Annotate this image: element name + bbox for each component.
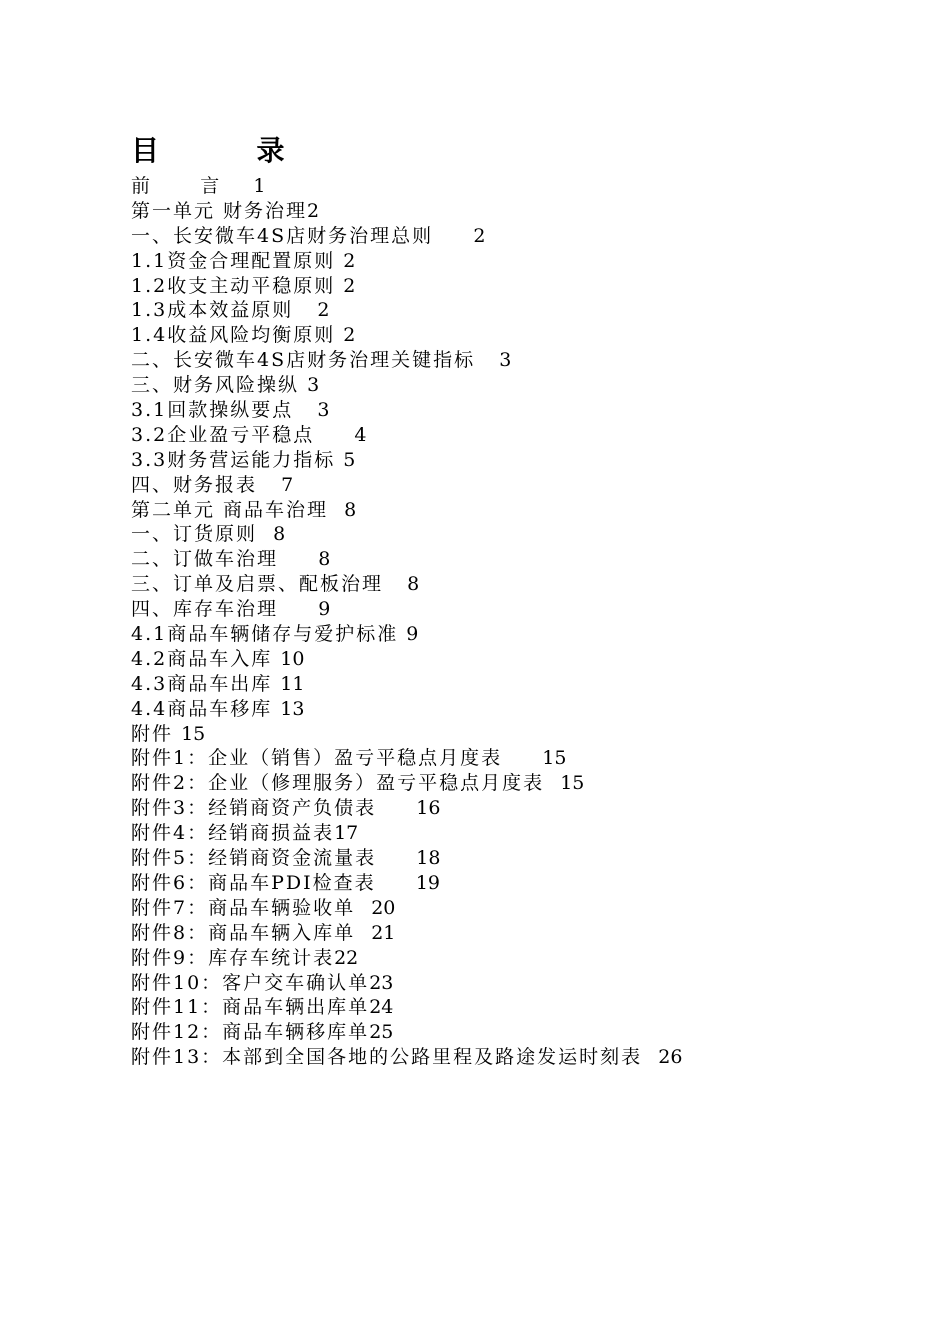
toc-entry-text: 1.2收支主动平稳原则 — [131, 274, 336, 297]
toc-entry-text: 附件2：企业（修理服务）盈亏平稳点月度表 — [131, 772, 545, 795]
toc-entry[interactable] — [131, 298, 682, 323]
toc-entry-page: 2 — [343, 274, 356, 297]
toc-entry[interactable] — [131, 373, 682, 398]
toc-entry-page: 21 — [371, 921, 396, 944]
toc-entry-gap — [376, 847, 416, 869]
toc-entry[interactable] — [131, 697, 682, 722]
toc-entry-gap — [433, 225, 473, 247]
toc-entry[interactable] — [131, 473, 682, 498]
toc-entry-page: 1 — [253, 175, 266, 197]
toc-entry-gap — [299, 374, 307, 396]
toc-entry-page: 8 — [344, 498, 357, 521]
toc-entry-page: 18 — [416, 847, 441, 870]
toc-entry-text: 附件4：经销商损益表 — [131, 822, 335, 845]
toc-entry-gap — [257, 523, 273, 545]
toc-entry[interactable] — [131, 522, 682, 547]
toc-entry-page: 25 — [369, 1021, 394, 1044]
toc-entry-text: 二、长安微车4S店财务治理关键指标 — [131, 349, 476, 372]
toc-entry-text: 4.1商品车辆储存与爱护标准 — [131, 623, 399, 646]
toc-entry-text: 四、库存车治理 — [131, 598, 279, 621]
toc-entry[interactable] — [131, 199, 682, 224]
toc-entry-gap — [257, 474, 281, 496]
toc-entry-text: 1.1资金合理配置原则 — [131, 249, 336, 272]
toc-entry-text: 附件10：客户交车确认单 — [131, 971, 370, 994]
toc-entry-page: 4 — [354, 423, 367, 446]
toc-entry-text: 一、订货原则 — [131, 523, 258, 546]
toc-entry[interactable] — [131, 722, 682, 747]
toc-entry-page: 2 — [343, 249, 356, 272]
toc-entry-gap — [314, 424, 354, 446]
toc-entry-text: 3.2企业盈亏平稳点 — [131, 423, 315, 446]
toc-entry[interactable] — [131, 672, 682, 697]
toc-entry-text: 附件5：经销商资金流量表 — [131, 847, 377, 870]
toc-entry-gap — [293, 299, 317, 321]
toc-entry[interactable] — [131, 821, 682, 846]
toc-entry-gap — [502, 747, 542, 769]
toc-entry-text: 4.3商品车出库 — [131, 672, 273, 695]
toc-entry-text: 附件7：商品车辆验收单 — [131, 896, 356, 919]
toc-entry[interactable] — [131, 846, 682, 871]
toc-entry-gap — [383, 573, 407, 595]
toc-entry-text: 附件13：本部到全国各地的公路里程及路途发运时刻表 — [131, 1046, 643, 1069]
toc-entry[interactable] — [131, 622, 682, 647]
toc-entry[interactable] — [131, 647, 682, 672]
toc-entry-text: 附件9：库存车统计表 — [131, 946, 335, 969]
toc-entry-text: 第二单元 商品车治理 — [131, 498, 329, 521]
toc-entry[interactable] — [131, 1020, 682, 1045]
toc-entry-page: 20 — [371, 896, 396, 919]
toc-entry-gap — [475, 349, 499, 371]
toc-entry-page: 2 — [473, 224, 486, 247]
toc-entry-page: 19 — [415, 871, 441, 894]
toc-entry[interactable] — [131, 174, 682, 199]
toc-entry[interactable] — [131, 597, 682, 622]
toc-entry-page: 9 — [406, 623, 419, 646]
toc-entry-page: 8 — [407, 573, 420, 596]
toc-entry[interactable] — [131, 771, 682, 796]
toc-entry-page: 8 — [273, 523, 286, 546]
toc-entry[interactable] — [131, 921, 682, 946]
toc-list — [131, 174, 682, 1070]
toc-entry-text: 第一单元 财务治理 — [131, 199, 308, 222]
toc-entry-page: 3 — [307, 374, 320, 397]
toc-entry-text: 附件6：商品车PDI检查表 — [131, 871, 376, 894]
toc-entry-text: 前 言 — [131, 175, 222, 197]
toc-entry[interactable] — [131, 971, 682, 996]
toc-entry-text: 4.4商品车移库 — [131, 697, 273, 720]
toc-entry-page: 15 — [542, 747, 567, 770]
toc-entry[interactable] — [131, 871, 682, 896]
toc-entry-text: 3.3财务营运能力指标 — [131, 448, 336, 471]
toc-entry[interactable] — [131, 796, 682, 821]
toc-entry[interactable] — [131, 323, 682, 348]
toc-entry-text: 1.3成本效益原则 — [131, 299, 294, 322]
toc-entry-page: 2 — [343, 324, 356, 347]
toc-entry-gap — [173, 723, 181, 745]
toc-entry-text: 1.4收益风险均衡原则 — [131, 324, 336, 347]
toc-entry-gap — [293, 399, 317, 421]
toc-entry-page: 9 — [318, 598, 331, 621]
toc-entry-page: 15 — [181, 722, 206, 745]
toc-entry-text: 四、财务报表 — [131, 473, 258, 496]
toc-entry-page: 26 — [658, 1046, 683, 1069]
toc-entry-page: 17 — [334, 822, 359, 845]
toc-entry[interactable] — [131, 896, 682, 921]
toc-entry-gap — [221, 175, 253, 197]
toc-entry-text: 附件 — [131, 722, 174, 745]
toc-entry[interactable] — [131, 224, 682, 249]
toc-entry[interactable] — [131, 448, 682, 473]
toc-entry-text: 三、订单及启票、配板治理 — [131, 573, 384, 596]
toc-entry[interactable] — [131, 423, 682, 448]
toc-entry-text: 二、订做车治理 — [131, 548, 279, 571]
toc-entry-page: 22 — [334, 946, 359, 969]
toc-entry-page: 11 — [280, 672, 305, 695]
toc-entry[interactable] — [131, 746, 682, 771]
toc-entry-text: 一、长安微车4S店财务治理总则 — [131, 224, 434, 247]
toc-entry-text: 附件12：商品车辆移库单 — [131, 1021, 370, 1044]
toc-entry-page: 16 — [416, 797, 441, 820]
toc-entry-page: 2 — [317, 299, 330, 322]
toc-entry[interactable] — [131, 572, 682, 597]
toc-entry[interactable] — [131, 995, 682, 1020]
toc-entry-gap — [642, 1046, 658, 1068]
toc-entry-gap — [278, 548, 318, 570]
toc-entry[interactable] — [131, 946, 682, 971]
toc-entry-page: 7 — [281, 473, 294, 496]
toc-entry-text: 附件11：商品车辆出库单 — [131, 996, 370, 1019]
toc-entry-gap — [376, 797, 416, 819]
toc-entry-text: 4.2商品车入库 — [131, 647, 273, 670]
toc-title: 目 录 — [131, 134, 285, 167]
toc-entry-text: 三、财务风险操纵 — [131, 374, 300, 397]
toc-entry-page: 8 — [318, 548, 331, 571]
toc-entry-text: 附件3：经销商资产负债表 — [131, 797, 377, 820]
toc-entry-page: 15 — [560, 772, 585, 795]
toc-entry-gap — [355, 897, 371, 919]
toc-entry[interactable] — [131, 398, 682, 423]
toc-entry-gap — [376, 872, 416, 894]
toc-entry-page: 3 — [499, 349, 512, 372]
toc-entry-page: 24 — [369, 996, 394, 1019]
toc-entry-page: 10 — [280, 647, 305, 670]
toc-entry-page: 5 — [343, 448, 356, 471]
toc-entry-page: 23 — [369, 971, 394, 994]
toc-entry[interactable] — [131, 1045, 682, 1070]
toc-entry[interactable] — [131, 249, 682, 274]
toc-entry-gap — [278, 598, 318, 620]
toc-entry-page: 3 — [317, 399, 330, 422]
toc-entry-text: 附件8：商品车辆入库单 — [131, 921, 356, 944]
toc-entry-page: 2 — [307, 199, 320, 222]
toc-entry[interactable] — [131, 348, 682, 373]
toc-entry-gap — [328, 499, 344, 521]
toc-entry[interactable] — [131, 547, 682, 572]
toc-entry-text: 3.1回款操纵要点 — [131, 399, 294, 422]
toc-entry-page: 13 — [280, 697, 305, 720]
toc-entry[interactable] — [131, 498, 682, 523]
toc-entry-text: 附件1：企业（销售）盈亏平稳点月度表 — [131, 747, 503, 770]
toc-entry-gap — [355, 922, 371, 944]
toc-entry-gap — [544, 772, 560, 794]
toc-entry[interactable] — [131, 274, 682, 299]
